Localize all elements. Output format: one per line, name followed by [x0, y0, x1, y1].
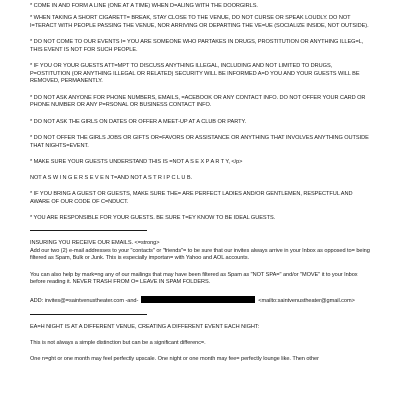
- insuring-heading: INSURING YOU RECEIVE OUR EMAILS. <=strong>: [30, 239, 160, 246]
- rule-no-contact-info: * DO NOT ASK ANYONE FOR PHONE NUMBERS, EMAILS, =ACEBOOK OR ANY CONTACT INFO. DO NOT OFFER YOUR CARD OR PHONE NUMBER OR ANY P=RSONAL OR BUSINESS CONTACT INFO.: [30, 94, 366, 109]
- add-email-prefix[interactable]: ADD: invites@=saintvenustheater.com -and-: [30, 297, 139, 304]
- rule-not-swingers: NOT A S W I N G E R S E V E N T=AND NOT A S T R I P C L U B.: [30, 174, 193, 181]
- venue-heading: EA=H NIGHT IS AT A DIFFERENT VENUE, CREATING A DIFFERENT EVENT EACH NIGHT:: [30, 323, 260, 330]
- rule-no-gifts: * DO NOT OFFER THE GIRLS JOBS OR GIFTS OR=FAVORS OR ASSISTANCE OR ANYTHING THAT INVOLVES ANYTHING OUTSIDE THAT NIGHTS=EVENT.: [30, 134, 369, 149]
- rule-no-dates: * DO NOT ASK THE GIRLS ON DATES OR OFFER A MEET-UP AT A CLUB OR PARTY.: [30, 118, 246, 125]
- venue-feel-paragraph: One n=ght or one month may feel perfectly upscale. One night or one month may fee= perfectly lounge like. Then other: [30, 355, 319, 362]
- section-divider: [30, 230, 147, 231]
- rule-cigarette: * WHEN TAKING A SHORT CIGARETT= BREAK, STAY CLOSE TO THE VENUE, DO NOT CURSE OR SPEAK LOUDLY. DO NOT I=TERACT WITH PEOPLE PASSING THE VENUE, NOR ARRIVING OR DEPARTING THE VE=UE (SOCIALIZE INSIDE, NOT OUTSIDE).: [30, 14, 369, 29]
- add-email-line: [30, 296, 372, 306]
- mailto-link[interactable]: <mailto:saintvenustheater@gmail.com>: [258, 297, 355, 304]
- rule-responsible: * YOU ARE RESPONSIBLE FOR YOUR GUESTS. BE SURE T=EY KNOW TO BE IDEAL GUESTS.: [30, 215, 276, 222]
- redacted-email-block: [141, 296, 255, 303]
- section-divider-2: [30, 314, 147, 315]
- insuring-contacts-paragraph: Add our two (2) e-mail addresses to your "contacts" or "friends"= to be sure that our invites always arrive in your Inbox as opposed to= being filtered as Spam, Bulk or Junk. This is especially importan= with Yahoo and AOL accounts.: [30, 247, 370, 262]
- rule-not-sex-party: * MAKE SURE YOUR GUESTS UNDERSTAND THIS IS =NOT A S E X P A R T Y, </p>: [30, 158, 243, 165]
- rule-no-drugs: * DO NOT COME TO OUR EVENTS I= YOU ARE SOMEONE WHO PARTAKES IN DRUGS, PROSTITUTION OR ANYTHING ILLEG=L, THIS EVENT IS NOT FOR SUCH PEOPLE.: [30, 38, 364, 53]
- rule-guests-conduct: * IF YOU BRING A GUEST OR GUESTS, MAKE SURE THE= ARE PERFECT LADIES AND/OR GENTLEMEN, RESPECTFUL AND AWARE OF OUR CODE OF C=NDUCT.: [30, 191, 353, 205]
- insuring-spam-paragraph: You can also help by mark=ng any of our mailings that may have been filtered as Spam as "NOT SPA=" and/or "MOVE" it to your Inbox before reading it. NEVER TRASH FROM O= LEAVE IN SPAM FOLDERS.: [30, 271, 358, 286]
- venue-distinction: This is not always a simple distinction but can be a significant differenc=.: [30, 339, 206, 346]
- rule-illegal-discussion: * IF YOU OR YOUR GUESTS ATT=MPT TO DISCUSS ANYTHING ILLEGAL, INCLUDING AND NOT LIMITED TO DRUGS, P=OSTITUTION (OR ANYTHING ILLEGAL OR RELATED) SECURITY WILL BE INFORMED A=D YOU AND YOUR GUESTS WILL BE REMOVED, PERMANENTLY.: [30, 62, 360, 85]
- rule-line-door: * COME IN AND FORM A LINE (ONE AT A TIME) WHEN D=ALING WITH THE DOORGIRLS.: [30, 3, 258, 9]
